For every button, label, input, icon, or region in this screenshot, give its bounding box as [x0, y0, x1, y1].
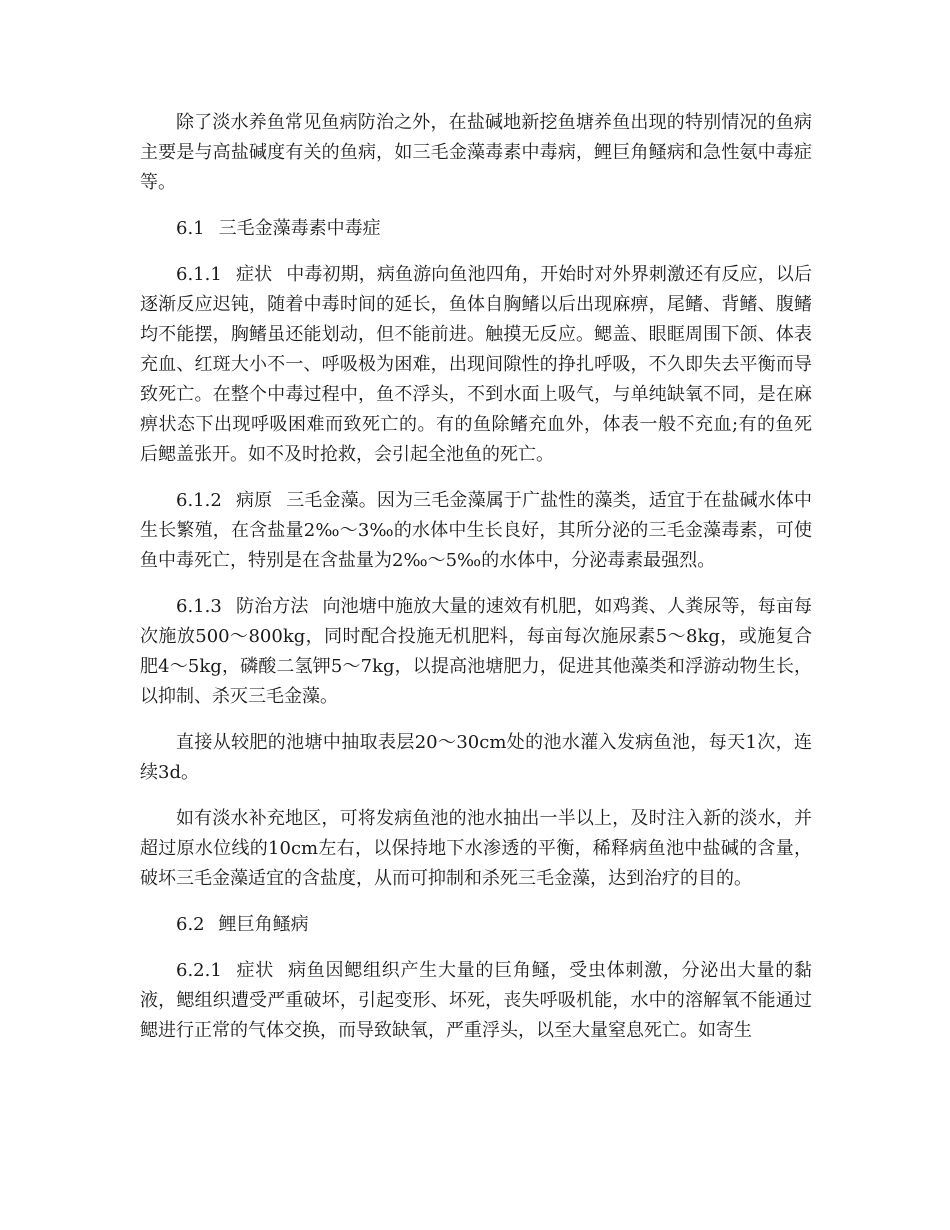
- paragraph-6-1-1-symptoms: [140, 260, 812, 470]
- paragraph-6-2-1-symptoms: [140, 956, 812, 1046]
- intro-paragraph: 除了淡水养鱼常见鱼病防治之外，在盐碱地新挖鱼塘养鱼出现的特别情况的鱼病主要是与高盐碱度有关的鱼病，如三毛金藻毒素中毒病，鲤巨角鳋病和急性氨中毒症等。: [140, 112, 812, 193]
- section-title: 鲤巨角鳋病: [218, 914, 309, 935]
- subsection-number: 6.1.2: [176, 490, 222, 511]
- paragraph-6-1-3-treatment: [140, 592, 812, 712]
- subsection-number: 6.1.1: [176, 264, 222, 285]
- document-page: [140, 108, 812, 1062]
- section-heading-6-1: [140, 214, 812, 244]
- subsection-number: 6.2.1: [176, 960, 222, 981]
- subsection-label: 症状: [235, 264, 273, 285]
- subsection-label: 病原: [235, 490, 273, 511]
- section-title: 三毛金藻毒素中毒症: [218, 218, 381, 239]
- subsection-text: 三毛金藻。因为三毛金藻属于广盐性的藻类，适宜于在盐碱水体中生长繁殖，在含盐量2‰～3‰的水体中生长良好，其所分泌的三毛金藻毒素，可使鱼中毒死亡，特别是在含盐量为2‰～5‰的水体中，分泌毒素最强烈。: [140, 490, 812, 571]
- section-number: 6.1: [176, 218, 205, 239]
- section-heading-6-2: [140, 910, 812, 940]
- subsection-number: 6.1.3: [176, 596, 222, 617]
- subsection-label: 症状: [235, 960, 275, 981]
- paragraph-direct-pumping: 直接从较肥的池塘中抽取表层20～30cm处的池水灌入发病鱼池，每天1次，连续3d。: [140, 732, 812, 783]
- paragraph-6-1-2-pathogen: [140, 486, 812, 576]
- subsection-text: 向池塘中施放大量的速效有机肥，如鸡粪、人粪尿等，每亩每次施放500～800kg，同时配合投施无机肥料，每亩每次施尿素5～8kg，或施复合肥4～5kg，磷酸二氢钾5～7kg，以提高池塘肥力，促进其他藻类和浮游动物生长，以抑制、杀灭三毛金藻。: [140, 596, 813, 707]
- paragraph-fresh-water: 如有淡水补充地区，可将发病鱼池的池水抽出一半以上，及时注入新的淡水，并超过原水位线的10cm左右，以保持地下水渗透的平衡，稀释病鱼池中盐碱的含量，破坏三毛金藻适宜的含盐度，从而可抑制和杀死三毛金藻，达到治疗的目的。: [140, 808, 812, 889]
- subsection-text: 中毒初期，病鱼游向鱼池四角，开始时对外界刺激还有反应，以后逐渐反应迟钝，随着中毒时间的延长，鱼体自胸鳍以后出现麻痹，尾鳍、背鳍、腹鳍均不能摆，胸鳍虽还能划动，但不能前进。触摸无反应。鳃盖、眼眶周围下颌、体表充血、红斑大小不一、呼吸极为困难，出现间隙性的挣扎呼吸，不久即失去平衡而导致死亡。在整个中毒过程中，鱼不浮头，不到水面上吸气，与单纯缺氧不同，是在麻痹状态下出现呼吸困难而致死亡的。有的鱼除鳍充血外，体表一般不充血;有的鱼死后鳃盖张开。如不及时抢救，会引起全池鱼的死亡。: [140, 264, 812, 465]
- subsection-text: 病鱼因鳃组织产生大量的巨角鳋，受虫体刺激，分泌出大量的黏液，鳃组织遭受严重破坏，引起变形、坏死，丧失呼吸机能，水中的溶解氧不能通过鳃进行正常的气体交换，而导致缺氧，严重浮头，以至大量窒息死亡。如寄生: [140, 960, 812, 1041]
- section-number: 6.2: [176, 914, 205, 935]
- subsection-label: 防治方法: [235, 596, 309, 617]
